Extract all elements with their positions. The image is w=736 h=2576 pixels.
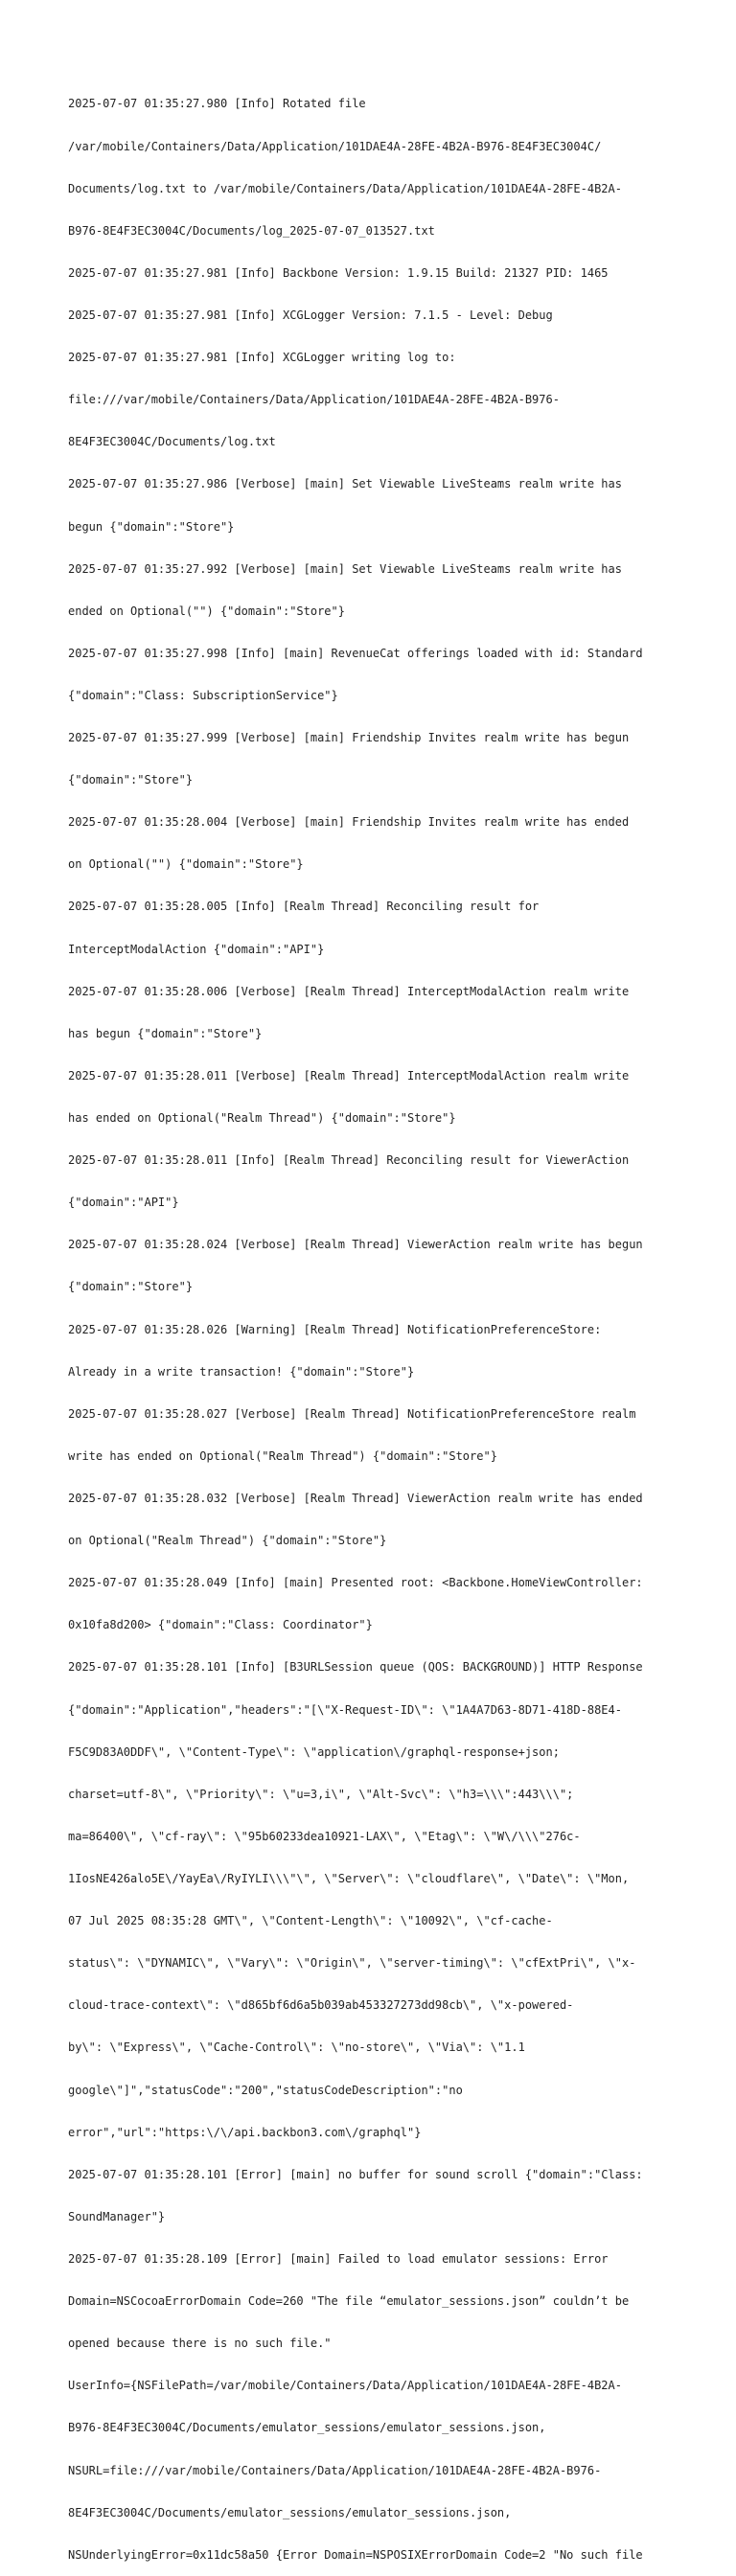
log-line: begun {"domain":"Store"}: [68, 519, 235, 534]
log-line: has begun {"domain":"Store"}: [68, 1026, 263, 1040]
log-line: 2025-07-07 01:35:28.101 [Info] [B3URLSession queue (QOS: BACKGROUND)] HTTP Response: [68, 1660, 643, 1675]
log-line: UserInfo={NSFilePath=/var/mobile/Containers/Data/Application/101DAE4A-28FE-4B2A-: [68, 2379, 622, 2393]
log-line: 2025-07-07 01:35:28.109 [Error] [main] Failed to load emulator sessions: Error: [68, 2251, 609, 2266]
log-line: 2025-07-07 01:35:27.981 [Info] XCGLogger writing log to:: [68, 351, 456, 365]
log-line: Documents/log.txt to /var/mobile/Containers/Data/Application/101DAE4A-28FE-4B2A-: [68, 181, 622, 195]
log-line: 2025-07-07 01:35:27.998 [Info] [main] RevenueCat offerings loaded with id: Standard: [68, 646, 643, 660]
log-line: 2025-07-07 01:35:28.032 [Verbose] [Realm Thread] ViewerAction realm write has ended: [68, 1492, 643, 1506]
log-line: by\": \"Express\", \"Cache-Control\": \"no-store\", \"Via\": \"1.1: [68, 2040, 525, 2055]
log-line: 8E4F3EC3004C/Documents/emulator_sessions/emulator_sessions.json,: [68, 2505, 512, 2519]
log-line: google\"]","statusCode":"200","statusCodeDescription":"no: [68, 2083, 463, 2097]
log-line: Already in a write transaction! {"domain":"Store"}: [68, 1364, 415, 1379]
log-line: cloud-trace-context\": \"d865bf6d6a5b039ab453327273dd98cb\", \"x-powered-: [68, 1998, 574, 2013]
log-line: error","url":"https:\/\/api.backbon3.com\/graphql"}: [68, 2125, 422, 2139]
log-line: 2025-07-07 01:35:28.011 [Info] [Realm Thread] Reconciling result for ViewerAction: [68, 1153, 630, 1168]
log-line: NSUnderlyingError=0x11dc58a50 {Error Domain=NSPOSIXErrorDomain Code=2 "No such file: [68, 2547, 643, 2562]
log-line: {"domain":"Class: SubscriptionService"}: [68, 688, 338, 702]
log-line: 2025-07-07 01:35:28.004 [Verbose] [main] Friendship Invites realm write has ended: [68, 815, 630, 830]
log-line: F5C9D83A0DDF\", \"Content-Type\": \"application\/graphql-response+json;: [68, 1744, 560, 1759]
log-line: {"domain":"Application","headers":"[\"X-Request-ID\": \"1A4A7D63-8D71-418D-88E4-: [68, 1702, 622, 1717]
log-line: 2025-07-07 01:35:28.006 [Verbose] [Realm Thread] InterceptModalAction realm write: [68, 984, 630, 998]
log-line: on Optional("Realm Thread") {"domain":"Store"}: [68, 1534, 387, 1548]
log-line: 2025-07-07 01:35:27.981 [Info] Backbone Version: 1.9.15 Build: 21327 PID: 1465: [68, 265, 609, 280]
log-line: B976-8E4F3EC3004C/Documents/emulator_sessions/emulator_sessions.json,: [68, 2421, 546, 2435]
log-line: 2025-07-07 01:35:27.992 [Verbose] [main] Set Viewable LiveSteams realm write has: [68, 561, 622, 576]
log-line: 0x10fa8d200> {"domain":"Class: Coordinator"}: [68, 1618, 373, 1632]
log-line: {"domain":"API"}: [68, 1196, 179, 1210]
log-line: 2025-07-07 01:35:27.981 [Info] XCGLogger Version: 7.1.5 - Level: Debug: [68, 308, 553, 322]
log-line: 2025-07-07 01:35:28.011 [Verbose] [Realm Thread] InterceptModalAction realm write: [68, 1068, 630, 1083]
log-line: 2025-07-07 01:35:27.980 [Info] Rotated file: [68, 97, 366, 111]
log-line: 1IosNE426alo5E\/YayEa\/RyIYLI\\\"\", \"Server\": \"cloudflare\", \"Date\": \"Mon,: [68, 1872, 630, 1885]
log-line: 2025-07-07 01:35:28.005 [Info] [Realm Thread] Reconciling result for: [68, 900, 540, 914]
log-line: 2025-07-07 01:35:27.999 [Verbose] [main] Friendship Invites realm write has begun: [68, 731, 630, 745]
log-line: 2025-07-07 01:35:28.027 [Verbose] [Realm Thread] NotificationPreferenceStore realm: [68, 1406, 636, 1421]
log-line: 2025-07-07 01:35:28.024 [Verbose] [Realm Thread] ViewerAction realm write has begun: [68, 1238, 643, 1252]
log-line: NSURL=file:///var/mobile/Containers/Data/Application/101DAE4A-28FE-4B2A-B976-: [68, 2463, 602, 2477]
log-line: ended on Optional("") {"domain":"Store"}: [68, 604, 345, 618]
log-line: SoundManager"}: [68, 2209, 166, 2223]
log-line: opened because there is no such file.": [68, 2337, 332, 2351]
log-line: {"domain":"Store"}: [68, 773, 194, 787]
log-line: write has ended on Optional("Realm Thread") {"domain":"Store"}: [68, 1448, 497, 1463]
log-line: 2025-07-07 01:35:28.101 [Error] [main] no buffer for sound scroll {"domain":"Class:: [68, 2167, 643, 2181]
log-line: /var/mobile/Containers/Data/Application/101DAE4A-28FE-4B2A-B976-8E4F3EC3004C/: [68, 139, 602, 153]
log-line: file:///var/mobile/Containers/Data/Application/101DAE4A-28FE-4B2A-B976-: [68, 393, 560, 407]
log-line: has ended on Optional("Realm Thread") {"domain":"Store"}: [68, 1111, 456, 1126]
log-document: [68, 69, 674, 2576]
log-line: {"domain":"Store"}: [68, 1280, 194, 1294]
log-line: ma=86400\", \"cf-ray\": \"95b60233dea10921-LAX\", \"Etag\": \"W\/\\\"276c-: [68, 1829, 581, 1843]
log-line: 2025-07-07 01:35:28.049 [Info] [main] Presented root: <Backbone.HomeViewController:: [68, 1576, 643, 1590]
log-line: status\": \"DYNAMIC\", \"Vary\": \"Origin\", \"server-timing\": \"cfExtPri\", \"x-: [68, 1956, 636, 1971]
log-line: 8E4F3EC3004C/Documents/log.txt: [68, 435, 276, 449]
log-line: B976-8E4F3EC3004C/Documents/log_2025-07-07_013527.txt: [68, 223, 435, 238]
log-line: charset=utf-8\", \"Priority\": \"u=3,i\", \"Alt-Svc\": \"h3=\\\":443\\\";: [68, 1787, 574, 1801]
log-line: on Optional("") {"domain":"Store"}: [68, 857, 304, 872]
log-line: 2025-07-07 01:35:27.986 [Verbose] [main] Set Viewable LiveSteams realm write has: [68, 477, 622, 491]
log-line: Domain=NSCocoaErrorDomain Code=260 "The file “emulator_sessions.json” couldn’t be: [68, 2294, 630, 2309]
log-line: 07 Jul 2025 08:35:28 GMT\", \"Content-Length\": \"10092\", \"cf-cache-: [68, 1914, 553, 1928]
log-line: 2025-07-07 01:35:28.026 [Warning] [Realm Thread] NotificationPreferenceStore:: [68, 1322, 602, 1336]
log-line: InterceptModalAction {"domain":"API"}: [68, 942, 325, 956]
